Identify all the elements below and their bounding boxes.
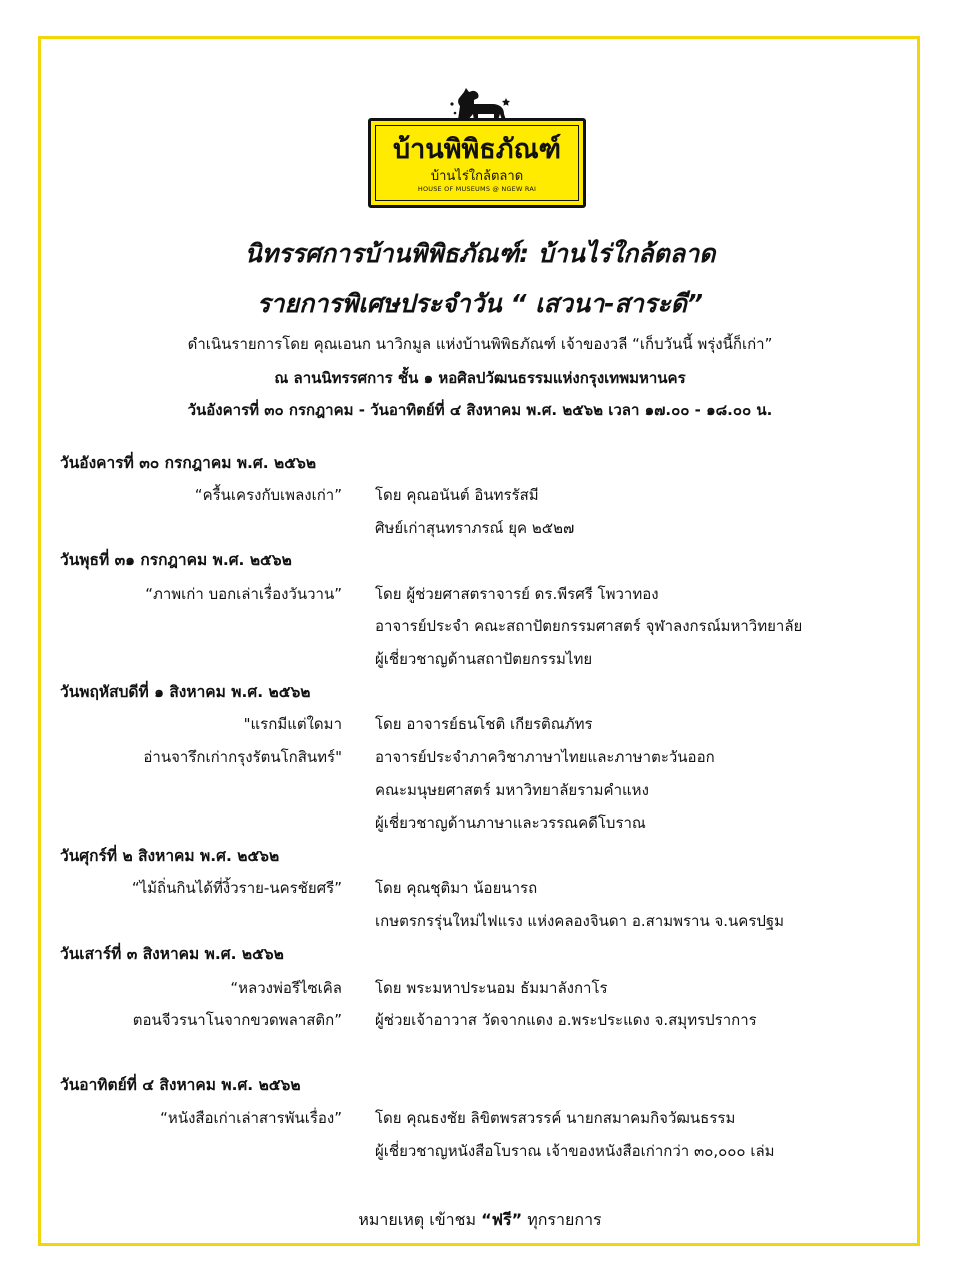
logo-sign (368, 118, 586, 208)
host-line: ดำเนินรายการโดย คุณเอนก นาวิกมูล แห่งบ้านพิพิธภัณฑ์ เจ้าของวลี “เก็บวันนี้ พรุ่งนี้ก็เก่า” (187, 335, 773, 353)
day-heading: วันพุธที่ ๓๑ กรกฎาคม พ.ศ. ๒๕๖๒ (60, 551, 292, 569)
day-heading: วันอาทิตย์ที่ ๔ สิงหาคม พ.ศ. ๒๕๖๒ (60, 1076, 301, 1094)
page-frame (38, 36, 920, 1246)
speaker-detail: ผู้เชี่ยวชาญด้านภาษาและวรรณคดีโบราณ (375, 814, 646, 832)
speaker-line: โดย คุณธงชัย ลิขิตพรสวรรค์ นายกสมาคมกิจวัฒนธรรม (375, 1109, 736, 1127)
topic-line: “ครื้นเครงกับเพลงเก่า” (194, 486, 342, 504)
speaker-line: โดย คุณอนันต์ อินทรรัสมี (375, 486, 539, 504)
page-subtitle: รายการพิเศษประจำวัน “ เสวนา-สาระดี” (257, 289, 703, 318)
day-heading: วันพฤหัสบดีที่ ๑ สิงหาคม พ.ศ. ๒๕๖๒ (60, 683, 311, 701)
topic-line: อ่านจารึกเก่ากรุงรัตนโกสินทร์" (143, 748, 342, 766)
topic-line: “หนังสือเก่าเล่าสารพันเรื่อง” (160, 1109, 342, 1127)
page-title: นิทรรศการบ้านพิพิธภัณฑ์: บ้านไร่ใกล้ตลาด (244, 239, 716, 268)
speaker-detail: คณะมนุษยศาสตร์ มหาวิทยาลัยรามคำแหง (375, 781, 649, 799)
footnote (0, 1208, 960, 1233)
speaker-line: โดย ผู้ช่วยศาสตราจารย์ ดร.พีรศรี โพวาทอง (375, 585, 659, 603)
day-heading: วันเสาร์ที่ ๓ สิงหาคม พ.ศ. ๒๕๖๒ (60, 945, 284, 963)
speaker-detail: อาจารย์ประจำภาควิชาภาษาไทยและภาษาตะวันออก (375, 748, 715, 766)
speaker-line: โดย อาจารย์ธนโชติ เกียรติณภัทร (375, 715, 593, 733)
topic-line: ตอนจีวรนาโนจากขวดพลาสติก” (132, 1011, 342, 1029)
museum-logo (368, 86, 586, 208)
topic-line: “ไม้ถิ่นกินได้ที่งิ้วราย-นครชัยศรี” (131, 879, 342, 897)
topic-line: “หลวงพ่อรีไซเคิล (230, 979, 342, 997)
venue-line: ณ ลานนิทรรศการ ชั้น ๑ หอศิลปวัฒนธรรมแห่งกรุงเทพมหานคร (274, 369, 686, 387)
speaker-detail: เกษตรกรรุ่นใหม่ไฟแรง แห่งคลองจินดา อ.สามพราน จ.นครปฐม (375, 912, 785, 930)
topic-line: "แรกมีแต่ใดมา (243, 715, 342, 733)
logo-subtitle: บ้านไร่ใกล้ตลาด (430, 169, 524, 184)
speaker-line: โดย พระมหาประนอม ธัมมาลังกาโร (375, 979, 608, 997)
speaker-detail: ผู้ช่วยเจ้าอาวาส วัดจากแดง อ.พระประแดง จ.สมุทรปราการ (375, 1011, 757, 1029)
day-heading: วันศุกร์ที่ ๒ สิงหาคม พ.ศ. ๒๕๖๒ (60, 847, 280, 865)
speaker-detail: ผู้เชี่ยวชาญด้านสถาปัตยกรรมไทย (375, 650, 593, 668)
free-label: “ฟรี” (481, 1210, 523, 1229)
speaker-detail: ศิษย์เก่าสุนทราภรณ์ ยุค ๒๕๒๗ (375, 519, 575, 537)
logo-english: HOUSE OF MUSEUMS @ NGEW RAI (417, 185, 537, 193)
topic-line: “ภาพเก่า บอกเล่าเรื่องวันวาน” (145, 585, 342, 603)
speaker-detail: ผู้เชี่ยวชาญหนังสือโบราณ เจ้าของหนังสือเก่ากว่า ๓๐,๐๐๐ เล่ม (375, 1142, 775, 1160)
speaker-detail: อาจารย์ประจำ คณะสถาปัตยกรรมศาสตร์ จุฬาลงกรณ์มหาวิทยาลัย (375, 617, 803, 635)
logo-title: บ้านพิพิธภัณฑ์ (392, 134, 562, 165)
speaker-line: โดย คุณชุติมา น้อยนารถ (375, 879, 538, 897)
date-range-line: วันอังคารที่ ๓๐ กรกฎาคม - วันอาทิตย์ที่ ๔ สิงหาคม พ.ศ. ๒๕๖๒ เวลา ๑๗.๐๐ - ๑๘.๐๐ น. (187, 401, 773, 419)
day-heading: วันอังคารที่ ๓๐ กรกฎาคม พ.ศ. ๒๕๖๒ (60, 454, 317, 472)
footnote-prefix: หมายเหตุ เข้าชม (358, 1210, 482, 1229)
footnote-suffix: ทุกรายการ (522, 1210, 602, 1229)
